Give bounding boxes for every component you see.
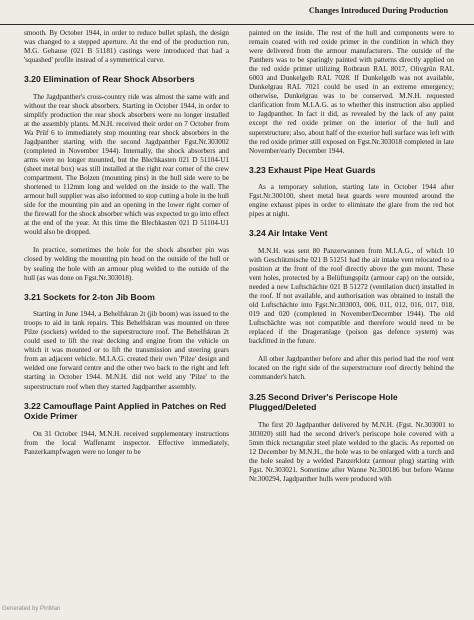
heading-3-25: 3.25 Second Driver's Periscope Hole Plugged/Deleted (249, 391, 398, 412)
heading-3-20: 3.20 Elimination of Rear Shock Absorbers (24, 74, 195, 85)
paragraph-3-23: As a temporary solution, starting late in October 1944 after Fgst.Nr.300100, sheet metal heat guards were mounted around the engine exhaust pipes in order to eliminate the glare from the red hot pipes at night. (249, 183, 454, 219)
heading-3-23: 3.23 Exhaust Pipe Heat Guards (249, 164, 376, 175)
page-header (0, 0, 474, 25)
heading-3-24: 3.24 Air Intake Vent (249, 228, 328, 239)
watermark-text: Generated by PinMan (2, 606, 61, 612)
paragraph-intro: smooth. By October 1944, in order to reduce bullet splash, the design was changed to a stepped aperture. At the end of the production run, M.G. Gehause (021 B 51181) castings were introduced that had a 'squashed' profile instead of a symmetrical curve. (24, 29, 229, 65)
paragraph-continued: painted on the inside. The rest of the hull and components were to remain coated with red oxide primer in the condition in which they were delivered from the armour manufacturers. The outside of the Panthers was to be sparingly painted with patterns directly applied on the red oxide primer utilizing Rotbraun RAL 8017, Olivgrün RAL 6003 and Dunkelgelb RAL 7028. If Dunkelgelb was not available, Dunkelgrau RAL 7021 could be used in an extreme emergency; otherwise, Dunkelgrau was to be conserved. M.N.H. requested clarification from M.I.A.G. as to whether this instruction also applied to Jagdpanther. In fact it did, as revealed by the lack of any paint except the red oxide primer on the interior of the hull and superstructure; also, about half of the exterior hull surface was left with the red oxide primer still exposed on Fgst.Nr.303018 completed in late November/early December 1944. (249, 29, 454, 155)
paragraph-3-24-b: All other Jagdpanther before and after this period had the roof vent located on the right side of the superstructure roof directly behind the commander's hatch. (249, 355, 454, 382)
heading-3-22: 3.22 Camouflage Paint Applied in Patches on Red Oxide Primer (24, 400, 227, 422)
paragraph-3-24-a: M.N.H. was sent 80 Panzerwannen from M.I.A.G., of which 10 with Geschütznische 021 B 51251 had the air intake vent relocated to a position at the front of the roof directly above the gun mount. These vent holes, protected by a Belüftungspilz (armour cap) on the outside, needed a new Luftschächte 021 B 51272 (ventilation duct) installed in the roof. If not available, and authorisation was obtained to install the old Luftschächte into Fgst.Nr.303003, 006, 011, 012, 016, 017, 018, 019 and 020 (completed in November/December 1944). The old Luftschächte was not compatible and therefore would need to be replaced if the Drageranlage (poison gas defence system) was backfitted in the future. (249, 246, 454, 346)
running-title: Changes Introduced During Production (308, 6, 448, 15)
paragraph-3-20-a: The Jagdpanther's cross-country ride was almost the same with and without the rear shock absorbers. Starting in October 1944, in order to simplify production the rear shock absorbers were no longer installed at the assembly plants. M.N.H. received their order on 7 October from Wa Prüf 6 to immediately stop mounting rear shock absorbers in the Jagdpanther starting with the second Jagdpanther Fgst.Nr.303002 (completed in November 1944). Internally, the shock absorbers and arms were no longer mounted, but the Blechkasten 021 D 51104-U1 (sheet metal box) was still installed at the right rear corner of the crew compartment. The Bolzen (mounting pins) in the hull side were to be shortened to 112mm long and welded on the inside to the wall. The armour hull supplier was also informed to stop cutting a hole in the hull side for the mounting pin and an opening in the lower right corner of the firewall for the shock absorber which was expected to go into effect at the end of the year. At this time the Blechkasten 021 D 51104-U1 would also be dropped. (24, 92, 229, 237)
paragraph-3-21: Starting in June 1944, a Behelfskran 2t (jib boom) was issued to the troops to aid in tank repairs. This Behelfskran was mounted on three Pilze (sockets) welded to the superstructure roof. The Behelfskran 2t could used to lift the rear decking and engine from the vehicle on which it was mounted or to lift the transmission and steering gears from an adjacent vehicle. M.I.A.G. created their own 'Pilze' design and welded one forward centre and the other two back to the right and left starting in October 1944. M.N.H. did not weld any 'Pilze' to the superstructure roof when they started Jagdpanther assembly. (24, 310, 229, 391)
paragraph-3-20-b: In practice, sometimes the hole for the shock absorber pin was closed by welding the mounting pin head on the outside of the hull or by sealing the hole with an armour plug welded to the outside of the hull (as was done on Fgst.Nr.303018). (24, 246, 229, 282)
heading-3-21: 3.21 Sockets for 2-ton Jib Boom (24, 291, 155, 302)
paragraph-3-25: The first 20 Jagdpanther delivered by M.N.H. (Fgst. Nr.303001 to 303020) still had the second driver's periscope hole covered with a 5mm thick rectangular steel plate welded to the glacis. As reported on 12 December by M.N.H., the hole was to be enlarged with a torch and the hole sealed by a welded Panzerklotz (armour plug) starting with Fgst. Nr.303021. Sometime after Wanne Nr.300186 but before Wanne Nr.300294, Jagdpanther hulls were produced with (249, 420, 454, 483)
paragraph-3-22: On 31 October 1944, M.N.H. received supplementary instructions from the local Waffenamt inspector. Effective immediately, Panzerkampfwagen were no longer to be (24, 429, 229, 456)
right-column (249, 29, 454, 493)
left-column (24, 29, 229, 466)
